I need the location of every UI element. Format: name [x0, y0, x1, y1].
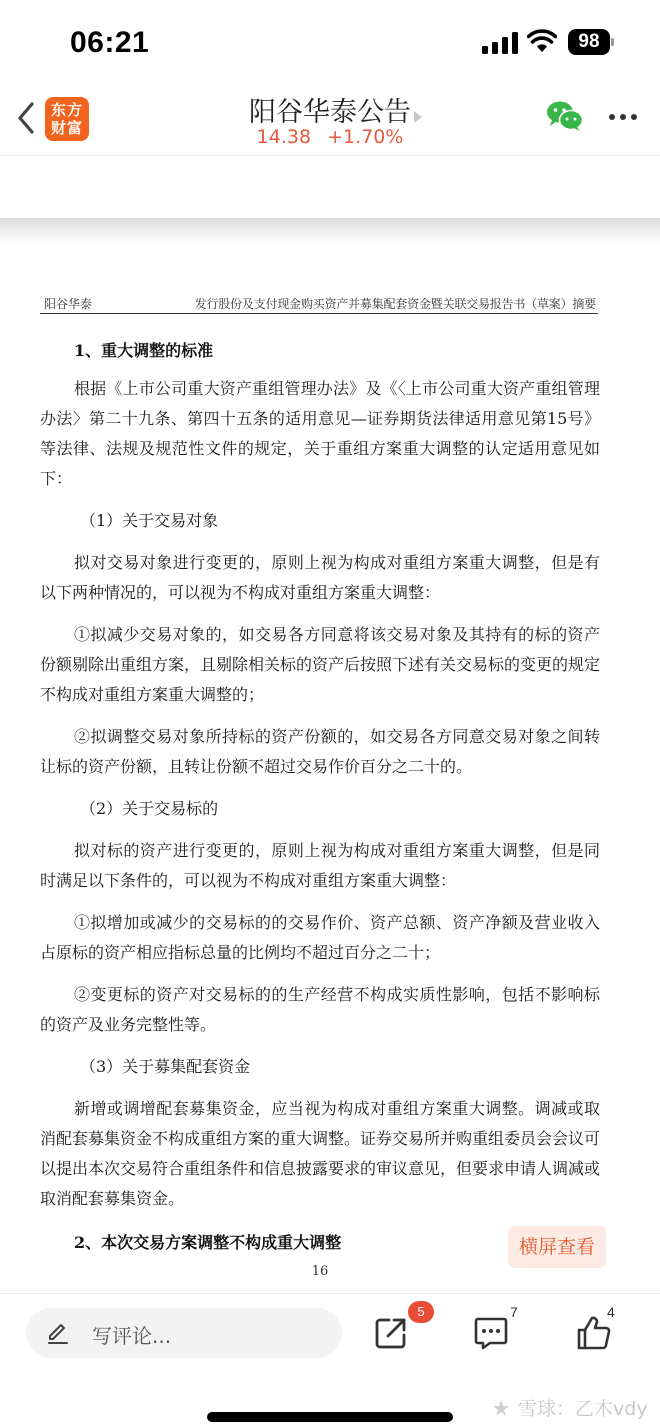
watermark [490, 1394, 648, 1421]
status-time: 06:21 [70, 26, 150, 59]
stock-change: +1.70% [327, 126, 404, 148]
landscape-view-button[interactable]: 横屏查看 [508, 1226, 606, 1268]
more-icon[interactable] [608, 112, 638, 122]
battery-level: 98 [568, 29, 610, 55]
wechat-share-icon[interactable] [546, 100, 584, 132]
bottom-bar [0, 1293, 660, 1428]
status-bar [0, 0, 660, 88]
nav-bar [0, 88, 660, 156]
subsection-heading: （1）关于交易对象 [80, 511, 219, 530]
caret-right-icon [414, 111, 422, 123]
comment-placeholder: 写评论... [92, 1324, 172, 1348]
subsection-heading: （3）关于募集配套资金 [80, 1057, 251, 1076]
app-logo-line1: 东方 [50, 101, 83, 119]
comment-icon[interactable] [472, 1314, 510, 1352]
page-title: 阳谷华泰公告 [249, 97, 411, 128]
doc-header-company: 阳谷华泰 [44, 297, 93, 311]
paragraph: 根据《上市公司重大资产重组管理办法》及《〈上市公司重大资产重组管理办法〉第二十九条、第四十五条的适用意见—证券期货法律适用意见第15号》等法律、法规及规范性文件的规定，关于重组方案重大调整的认定适用意见如下： [40, 379, 600, 488]
like-count: 4 [607, 1304, 615, 1320]
comment-count: 7 [510, 1304, 518, 1320]
wifi-icon [527, 28, 557, 54]
app-logo-line2: 财富 [50, 119, 83, 137]
home-indicator[interactable] [207, 1412, 453, 1422]
stock-price: 14.38 [256, 126, 312, 148]
document-page [0, 244, 660, 1292]
page-shadow-band [0, 218, 660, 244]
cellular-signal-icon [482, 32, 518, 54]
share-icon[interactable] [372, 1314, 410, 1352]
paragraph: 拟对标的资产进行变更的，原则上视为构成对重组方案重大调整，但是同时满足以下条件的，可以视为不构成对重组方案重大调整： [40, 841, 600, 890]
pen-icon [46, 1321, 70, 1345]
paragraph: ②拟调整交易对象所持标的资产份额的，如交易各方同意交易对象之间转让标的资产份额，且转让份额不超过交易作价百分之二十的。 [40, 727, 600, 776]
watermark-text: 雪球：乙木vdy [518, 1398, 648, 1420]
comment-input[interactable] [26, 1308, 342, 1358]
section-heading: 1、重大调整的标准 [74, 341, 214, 360]
battery-icon [568, 29, 614, 55]
section-heading: 2、本次交易方案调整不构成重大调整 [74, 1233, 342, 1252]
share-badge: 5 [408, 1301, 434, 1323]
paragraph: ②变更标的资产对交易标的的生产经营不构成实质性影响，包括不影响标的资产及业务完整性等。 [40, 985, 600, 1034]
xueqiu-icon [490, 1398, 512, 1418]
subsection-heading: （2）关于交易标的 [80, 799, 219, 818]
paragraph: 新增或调增配套募集资金，应当视为构成对重组方案重大调整。调减或取消配套募集资金不构成重组方案的重大调整。证券交易所并购重组委员会会议可以提出本次交易符合重组条件和信息披露要求的审议意见，但要求申请人调减或取消配套募集资金。 [40, 1099, 601, 1208]
paragraph: ①拟增加或减少的交易标的的交易作价、资产总额、资产净额及营业收入占原标的资产相应指标总量的比例均不超过百分之二十； [40, 913, 600, 962]
doc-body [40, 334, 600, 1260]
battery-tip [611, 38, 614, 46]
paragraph: 拟对交易对象进行变更的，原则上视为构成对重组方案重大调整，但是有以下两种情况的，可以视为不构成对重组方案重大调整： [40, 553, 600, 602]
doc-header-title: 发行股份及支付现金购买资产并募集配套资金暨关联交易报告书（草案）摘要 [194, 297, 596, 311]
page-number: 16 [311, 1264, 329, 1279]
doc-header [40, 294, 598, 314]
paragraph: ①拟减少交易对象的，如交易各方同意将该交易对象及其持有的标的资产份额剔除出重组方案，且剔除相关标的资产后按照下述有关交易标的变更的规定不构成对重组方案重大调整的； [40, 625, 601, 704]
